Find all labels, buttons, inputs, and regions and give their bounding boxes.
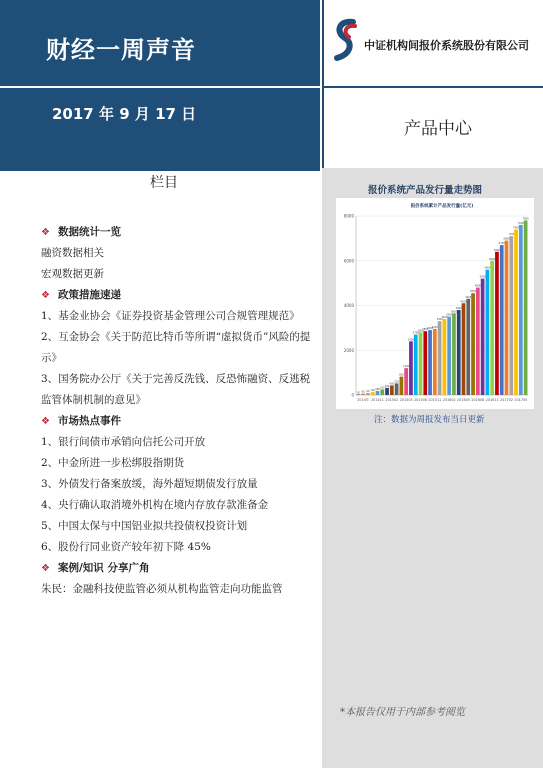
diamond-bullet-icon: ❖ [41, 227, 50, 238]
company-logo-box [322, 0, 543, 86]
x-tick-label: 201505 [399, 398, 413, 402]
bar-value-label: 6400 [493, 248, 500, 252]
section-stats [41, 222, 316, 285]
list-item[interactable]: 1、基金业协会《证券投资基金管理公司合规管理规范》 [41, 310, 300, 322]
bar [500, 245, 504, 395]
section-heading: 政策措施速递 [57, 289, 121, 301]
x-tick-label: 201602 [442, 398, 456, 402]
bar-value-label: 2400 [407, 338, 414, 342]
list-item[interactable]: 朱民：金融科技使监管必须从机构监管走向功能监管 [41, 583, 283, 595]
bar [505, 241, 509, 395]
bar [366, 393, 370, 395]
x-tick-label: 201611 [485, 398, 499, 402]
bar [438, 321, 442, 395]
section-case [41, 558, 316, 600]
bar [390, 385, 394, 395]
y-tick-label: 8000 [343, 213, 354, 219]
bar [490, 261, 494, 395]
bar-value-label: 2850 [422, 328, 429, 332]
chart-title: 报价系统累计产品发行量(亿元) [410, 204, 474, 209]
bar-value-label: 4800 [474, 284, 481, 288]
diamond-bullet-icon: ❖ [41, 290, 50, 301]
bar [361, 394, 365, 395]
bar-value-label: 3300 [436, 318, 443, 322]
product-center-box [322, 86, 543, 170]
bar-value-label: 820 [399, 373, 404, 377]
y-tick-label: 4000 [343, 303, 354, 308]
diamond-bullet-icon: ❖ [41, 416, 50, 427]
bar-value-label: 5200 [479, 275, 486, 279]
bar-value-label: 2800 [417, 329, 424, 333]
x-tick-label: 201605 [457, 398, 470, 402]
report-date: 2017 年 9 月 17 日 [52, 105, 197, 123]
list-item[interactable]: 3、外债发行备案放缓，海外超短期债发行放量 [41, 478, 258, 490]
company-logo-icon [331, 18, 361, 62]
list-item[interactable]: 1、银行间债市承销向信托公司开放 [41, 436, 206, 448]
bar [409, 341, 413, 395]
bar [419, 332, 423, 395]
bar-value-label: 6700 [498, 242, 505, 246]
bar-value-label: 7100 [508, 233, 515, 237]
bar-value-label: 1200 [403, 365, 410, 369]
header-separator [0, 168, 320, 171]
x-tick-label: 201411 [371, 398, 384, 402]
list-item[interactable]: 4、央行确认取消境外机构在境内存放存款准备金 [41, 499, 269, 511]
issuance-chart [336, 198, 534, 409]
x-tick-label: 201508 [414, 398, 427, 402]
bar-value-label: 4550 [470, 290, 477, 294]
product-center-label: 产品中心 [404, 119, 472, 139]
bar [395, 383, 399, 395]
bar [404, 368, 408, 395]
bar [371, 392, 375, 395]
y-tick-label: 6000 [343, 258, 354, 264]
chart-container [336, 198, 534, 409]
list-item[interactable]: 2、中金所进一步松绑股指期货 [41, 457, 185, 469]
bar-value-label: 4100 [460, 300, 467, 304]
chart-note: 注：数据为周报发布当日更新 [374, 415, 485, 425]
company-name: 中证机构间报价系统股份有限公司 [364, 39, 529, 52]
bar-value-label: 5600 [484, 266, 491, 270]
bar [400, 377, 404, 395]
list-item[interactable]: 宏观数据更新 [41, 268, 104, 280]
bar [471, 293, 475, 395]
report-title: 财经一周声音 [46, 36, 196, 64]
section-heading: 市场热点事件 [57, 415, 121, 427]
section-heading: 案例/知识 分享广角 [57, 562, 150, 574]
bar [414, 335, 418, 395]
date-band [0, 88, 320, 168]
bar [433, 329, 437, 395]
bar [509, 236, 513, 395]
footer-disclaimer: *本报告仅用于内部参考阅览 [340, 707, 465, 718]
y-tick-label: 0 [351, 392, 354, 398]
bar-value-label: 7800 [522, 217, 529, 221]
bar [495, 252, 499, 395]
bar [466, 299, 470, 395]
x-tick-label: 201702 [500, 398, 513, 402]
bar [385, 388, 389, 395]
bar-value-label: 520 [394, 380, 399, 384]
section-heading: 数据统计一览 [57, 226, 121, 238]
bar-value-label: 3800 [455, 306, 462, 310]
bar-value-label: 60 [361, 390, 365, 394]
bar [428, 330, 432, 395]
list-item[interactable]: 3、国务院办公厅《关于完善反洗钱、反恐怖融资、反逃税监管体制机制的意见》 [41, 373, 311, 406]
bar [524, 220, 528, 395]
bar-value-label: 6000 [489, 257, 496, 261]
bar [357, 394, 361, 395]
y-tick-label: 2000 [343, 347, 354, 353]
bar-value-label: 320 [384, 384, 390, 388]
bar [481, 279, 485, 395]
list-item[interactable]: 2、互金协会《关于防范比特币等所谓“虚拟货币”风险的提示》 [41, 331, 311, 364]
list-item[interactable]: 5、中国太保与中国铝业拟共投债权投资计划 [41, 520, 248, 532]
x-tick-label: 2014年 [357, 398, 370, 402]
bar [443, 319, 447, 395]
bar-value-label: 430 [389, 382, 395, 386]
bar [423, 331, 427, 395]
section-policy [41, 285, 316, 411]
bar [519, 225, 523, 395]
bar-value-label: 3650 [450, 310, 457, 314]
bar-value-label: 3400 [441, 315, 448, 319]
x-tick-label: 201502 [385, 398, 399, 402]
bar-value-label: 7400 [513, 226, 520, 230]
bar [457, 310, 461, 395]
x-tick-label: 201608 [471, 398, 485, 402]
bar-value-label: 2700 [412, 331, 419, 335]
x-tick-label: 201511 [428, 398, 442, 402]
bar-value-label: 30 [356, 391, 360, 395]
x-tick-label: 201705 [514, 398, 528, 402]
bar-value-label: 250 [379, 386, 385, 390]
bar [380, 389, 384, 395]
bar-value-label: 2900 [427, 327, 434, 331]
bar-value-label: 4300 [465, 295, 472, 299]
chart-panel [322, 168, 543, 768]
section-market [41, 411, 316, 558]
bar [447, 317, 451, 395]
bar-value-label: 7600 [517, 221, 524, 225]
bar [476, 288, 480, 395]
bar-value-label: 90 [366, 389, 370, 393]
bar-value-label: 6900 [503, 237, 510, 241]
bar [462, 303, 466, 395]
bar-value-label: 3500 [446, 313, 453, 317]
bar-value-label: 130 [370, 389, 376, 393]
bar-value-label: 180 [375, 387, 380, 391]
chart-panel-title: 报价系统产品发行量走势图 [368, 185, 483, 196]
list-item[interactable]: 6、股份行同业资产较年初下降 45% [41, 541, 211, 553]
list-item[interactable]: 融资数据相关 [41, 247, 104, 259]
bar [452, 313, 456, 395]
diamond-bullet-icon: ❖ [41, 563, 50, 574]
column-title: 栏目 [150, 175, 178, 191]
bar [514, 229, 518, 395]
bar [376, 391, 380, 395]
bar [486, 270, 490, 395]
bar-value-label: 2950 [431, 325, 438, 329]
contents-list [41, 222, 316, 600]
